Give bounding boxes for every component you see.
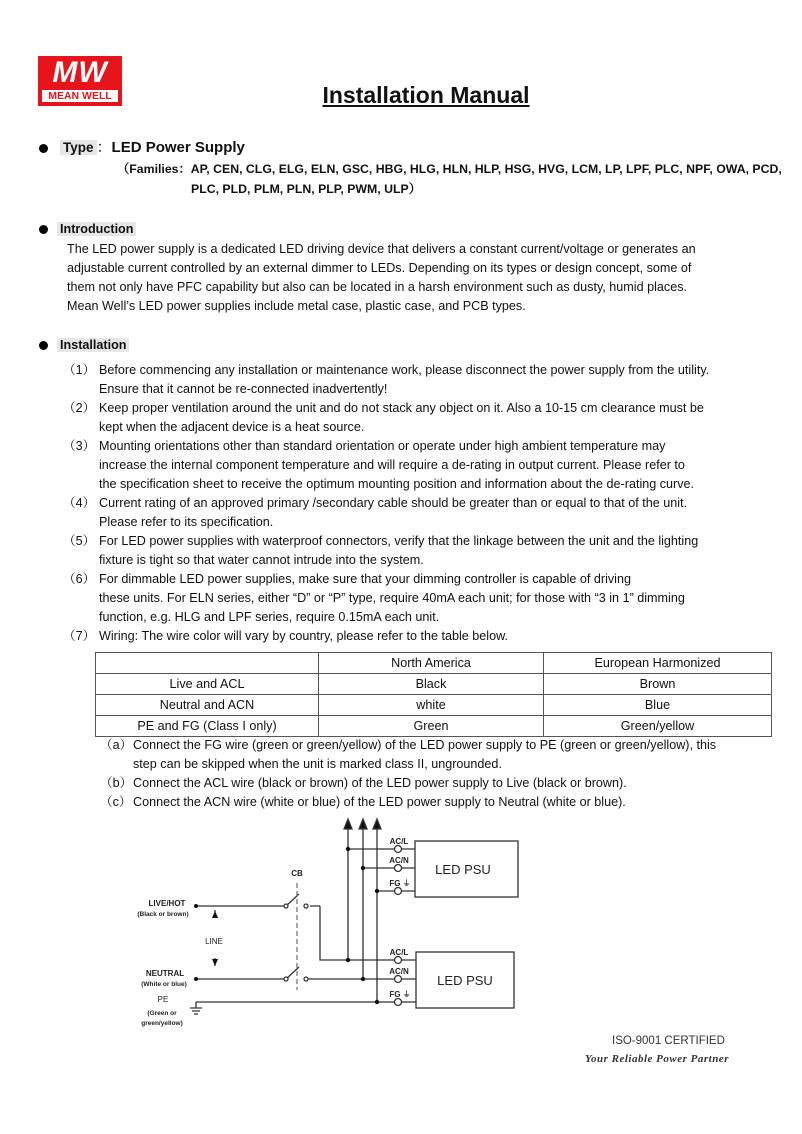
item-text: Mounting orientations other than standard orientation or operate under high ambient temperature may xyxy=(99,439,666,453)
header-cell: European Harmonized xyxy=(544,653,772,674)
fg-label: FG ⏚ xyxy=(389,879,411,888)
intro-line: adjustable current controlled by an external dimmer to LEDs. Depending on its types or design concept, some of xyxy=(67,261,692,275)
item-text: kept when the adjacent device is a heat source. xyxy=(99,420,365,434)
item-text: fixture is tight so that water cannot intrude into the system. xyxy=(99,553,424,567)
acl-label: AC/L xyxy=(389,837,409,846)
item-text: step can be skipped when the unit is marked class II, ungrounded. xyxy=(133,757,502,771)
item-text: function, e.g. HLG and LPF series, require 0.15mA each unit. xyxy=(99,610,440,624)
families-line-1: （Families：AP, CEN, CLG, ELG, ELN, GSC, HBG, HLG, HLN, HLP, HSG, HVG, LCM, LP, LPF, PLC, NPF, OWA, PCD, xyxy=(117,162,782,176)
cell: Brown xyxy=(544,674,772,695)
item-text: Ensure that it cannot be re-connected inadvertently! xyxy=(99,382,388,396)
intro-line: them not only have PFC capability but also can be located in a harsh environment such as dusty, humid places. xyxy=(67,280,688,294)
neutral-label: NEUTRAL xyxy=(145,969,185,978)
item-number: （4） xyxy=(63,496,96,510)
cell: Neutral and ACN xyxy=(96,695,319,716)
cell: Green xyxy=(319,716,544,737)
type-label: Type xyxy=(60,140,97,155)
pe-label: PE xyxy=(157,995,169,1004)
cell: Live and ACL xyxy=(96,674,319,695)
item-text: Please refer to its specification. xyxy=(99,515,274,529)
mean-well-logo: MW MEAN WELL xyxy=(38,56,122,106)
cell: Blue xyxy=(544,695,772,716)
item-number: （c） xyxy=(100,795,132,809)
item-number: （b） xyxy=(100,776,133,790)
sep: ： xyxy=(96,139,112,156)
cell: PE and FG (Class I only) xyxy=(96,716,319,737)
item-number: （3） xyxy=(63,439,96,453)
item-text: these units. For ELN series, either “D” or “P” type, require 40mA each unit; for those with “3 in 1” dimming xyxy=(99,591,685,605)
header-cell: North America xyxy=(319,653,544,674)
psu-label: LED PSU xyxy=(435,862,491,877)
fg-label: FG ⏚ xyxy=(389,990,411,999)
intro-line: Mean Well’s LED power supplies include metal case, plastic case, and PCB types. xyxy=(67,299,526,313)
acn-label: AC/N xyxy=(389,967,409,976)
families-line-2: PLC, PLD, PLM, PLN, PLP, PWM, ULP） xyxy=(191,182,422,196)
iso-certified: ISO-9001 CERTIFIED xyxy=(612,1035,725,1047)
item-number: （2） xyxy=(63,401,96,415)
installation-heading: Installation xyxy=(57,338,129,352)
introduction-heading: Introduction xyxy=(57,222,136,236)
pe-sub: (Green or xyxy=(147,1010,177,1017)
cell: Green/yellow xyxy=(544,716,772,737)
item-number: （1） xyxy=(63,363,96,377)
item-text: increase the internal component temperature and will require a de-rating in output current. Please refer to xyxy=(99,458,685,472)
item-text: Connect the FG wire (green or green/yellow) of the LED power supply to PE (green or green/yellow), this xyxy=(133,738,717,752)
item-text: For LED power supplies with waterproof connectors, verify that the linkage between the unit and the lighting xyxy=(99,534,699,548)
intro-line: The LED power supply is a dedicated LED driving device that delivers a constant current/voltage or generates an xyxy=(67,242,696,256)
type-value: LED Power Supply xyxy=(111,139,245,156)
slogan: Your Reliable Power Partner xyxy=(585,1053,729,1065)
item-text: Connect the ACL wire (black or brown) of the LED power supply to Live (black or brown). xyxy=(133,776,627,790)
item-text: Wiring: The wire color will vary by country, please refer to the table below. xyxy=(99,629,509,643)
item-text: Keep proper ventilation around the unit and do not stack any object on it. Also a 10-15 cm clearance must be xyxy=(99,401,704,415)
acl-label: AC/L xyxy=(389,948,409,957)
psu-label: LED PSU xyxy=(437,973,493,988)
cell: Black xyxy=(319,674,544,695)
item-text: Current rating of an approved primary /secondary cable should be greater than or equal to that of the unit. xyxy=(99,496,688,510)
item-number: （5） xyxy=(63,534,96,548)
pe-sub: green/yellow) xyxy=(141,1020,183,1027)
item-number: （6） xyxy=(63,572,96,586)
item-number: （7） xyxy=(63,629,96,643)
live-sub: (Black or brown) xyxy=(137,911,189,918)
item-text: the specification sheet to receive the optimum mounting position and information about the de-rating curve. xyxy=(99,477,695,491)
line-label: LINE xyxy=(205,937,223,946)
live-label: LIVE/HOT xyxy=(148,899,186,908)
page-title: Installation Manual xyxy=(322,82,530,108)
acn-label: AC/N xyxy=(389,856,409,865)
item-text: For dimmable LED power supplies, make sure that your dimming controller is capable of driving xyxy=(99,572,631,586)
item-text: Before commencing any installation or maintenance work, please disconnect the power supply from the utility. xyxy=(99,363,710,377)
neutral-sub: (White or blue) xyxy=(141,981,187,988)
item-text: Connect the ACN wire (white or blue) of the LED power supply to Neutral (white or blue). xyxy=(133,795,626,809)
cell: white xyxy=(319,695,544,716)
item-number: （a） xyxy=(100,738,133,752)
cb-label: CB xyxy=(291,869,303,878)
